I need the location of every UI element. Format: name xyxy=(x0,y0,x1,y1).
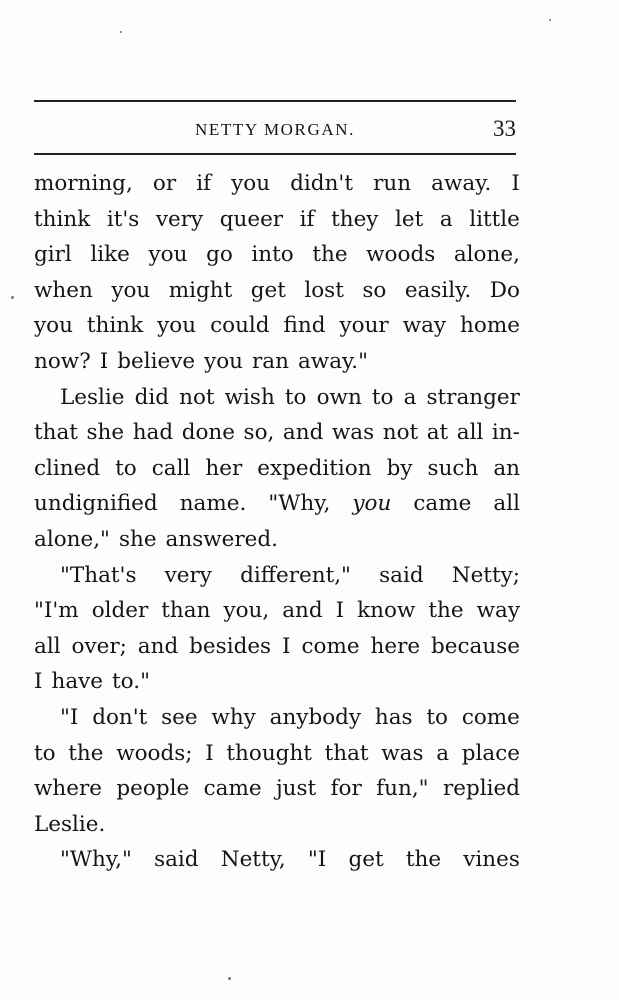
text-line xyxy=(34,664,520,700)
word: I xyxy=(511,171,520,196)
word: way xyxy=(402,313,447,339)
word: to xyxy=(371,384,394,410)
word: the xyxy=(428,598,464,624)
word: way xyxy=(476,598,520,624)
word: home xyxy=(460,313,520,339)
word: besides xyxy=(189,633,272,659)
word: have xyxy=(51,669,104,695)
page-number: 33 xyxy=(493,116,516,141)
running-head xyxy=(34,116,516,148)
word: you xyxy=(231,171,271,196)
word: call xyxy=(151,455,191,481)
word: don't xyxy=(92,704,148,730)
word: name. xyxy=(179,491,247,517)
word: where xyxy=(34,776,102,802)
word: her xyxy=(205,455,243,481)
word: vines xyxy=(463,847,520,873)
word: Netty, xyxy=(220,847,286,873)
word: queer xyxy=(219,206,284,232)
word: didn't xyxy=(290,171,353,196)
word: own xyxy=(316,384,362,410)
word: all xyxy=(493,491,520,517)
word: woods; xyxy=(116,740,193,766)
word: very xyxy=(164,562,212,588)
text-line xyxy=(34,558,520,594)
word: go xyxy=(206,242,233,268)
word: to xyxy=(426,704,448,730)
word: older xyxy=(91,598,149,624)
word: lost xyxy=(304,277,344,303)
word: you xyxy=(148,242,188,268)
word: all xyxy=(456,420,484,446)
text-line xyxy=(34,344,520,380)
text-line xyxy=(34,771,520,807)
word: clined xyxy=(34,455,101,481)
text-line xyxy=(34,202,520,238)
word: to xyxy=(284,384,307,410)
body-text xyxy=(34,166,520,878)
word: little xyxy=(469,206,520,232)
word: alone, xyxy=(453,242,520,268)
header-bottom-rule xyxy=(34,153,516,155)
paper-speck xyxy=(549,19,551,21)
word: for xyxy=(330,776,362,802)
word: think xyxy=(86,313,144,339)
word: said xyxy=(379,562,424,588)
word: girl xyxy=(34,242,72,268)
text-line xyxy=(34,237,520,273)
word: you xyxy=(111,277,151,303)
word: "Why," xyxy=(60,847,132,873)
word: said xyxy=(154,847,199,873)
word: a xyxy=(436,740,450,766)
word: such xyxy=(427,455,479,481)
text-line xyxy=(34,807,520,843)
word: was xyxy=(331,420,375,446)
word: not xyxy=(382,420,419,446)
paper-speck xyxy=(228,977,231,980)
word: here xyxy=(370,633,421,659)
text-line xyxy=(34,308,520,344)
word: I xyxy=(205,740,214,766)
word: believe xyxy=(117,348,196,374)
word: thought xyxy=(226,740,312,766)
word: see xyxy=(161,704,198,730)
word: anybody xyxy=(269,704,362,730)
word: know xyxy=(357,598,416,624)
word: very xyxy=(155,206,204,232)
word: come xyxy=(461,704,520,730)
word: if xyxy=(196,171,212,196)
word: by xyxy=(386,455,413,481)
word: I xyxy=(99,348,109,374)
word: it's xyxy=(106,206,140,232)
word: came xyxy=(203,776,262,802)
word: run xyxy=(373,171,412,196)
text-line xyxy=(34,415,520,451)
word: the xyxy=(68,740,104,766)
word: fun," xyxy=(376,776,429,802)
word: if xyxy=(299,206,315,232)
word: I xyxy=(282,633,291,659)
word: Leslie xyxy=(60,384,125,410)
word: I xyxy=(335,598,345,624)
word: away. xyxy=(431,171,492,196)
word: at xyxy=(426,420,449,446)
word: they xyxy=(331,206,379,232)
word: over; xyxy=(71,633,127,659)
word: let xyxy=(395,206,424,232)
word: think xyxy=(34,206,91,232)
text-line xyxy=(34,522,520,558)
word: "I'm xyxy=(34,598,79,624)
text-line xyxy=(34,700,520,736)
word: done xyxy=(181,420,235,446)
word: stranger xyxy=(426,384,520,410)
text-line xyxy=(34,451,520,487)
word: "I xyxy=(60,704,79,730)
word: an xyxy=(493,455,520,481)
word: "Why, xyxy=(268,491,331,517)
word: just xyxy=(275,776,317,802)
word: a xyxy=(439,206,453,232)
word: you xyxy=(157,313,197,339)
word: could xyxy=(210,313,270,339)
word: the xyxy=(312,242,348,268)
word: place xyxy=(461,740,520,766)
word: Leslie. xyxy=(34,811,106,837)
word: ran xyxy=(252,348,289,374)
word: Netty; xyxy=(451,562,520,588)
word: because xyxy=(431,633,520,659)
word: did xyxy=(134,384,170,410)
word: like xyxy=(90,242,130,268)
word: to xyxy=(34,740,56,766)
word: has xyxy=(374,704,413,730)
word: people xyxy=(116,776,190,802)
word: to." xyxy=(112,669,150,695)
word: you, xyxy=(223,598,270,624)
text-line xyxy=(34,629,520,665)
paper-speck xyxy=(120,31,122,33)
word: so, xyxy=(243,420,275,446)
word: "That's xyxy=(60,562,137,588)
word: came xyxy=(413,491,472,517)
word: and xyxy=(282,420,324,446)
header-top-rule xyxy=(34,100,516,102)
paper-speck xyxy=(11,296,14,299)
text-line xyxy=(34,166,520,202)
word: get xyxy=(348,847,384,873)
text-line xyxy=(34,486,520,522)
word: now? xyxy=(34,348,91,374)
word: and xyxy=(282,598,323,624)
word: had xyxy=(132,420,174,446)
word: find xyxy=(283,313,326,339)
word: when xyxy=(34,277,93,303)
word: Do xyxy=(489,277,520,303)
word: get xyxy=(250,277,286,303)
word: in- xyxy=(491,420,520,446)
word: replied xyxy=(442,776,520,802)
word: into xyxy=(251,242,294,268)
word: different," xyxy=(240,562,351,588)
word: wish xyxy=(224,384,275,410)
word: she xyxy=(118,526,157,552)
word: so xyxy=(362,277,387,303)
word: woods xyxy=(366,242,436,268)
word: all xyxy=(34,633,61,659)
running-title: NETTY MORGAN. xyxy=(195,120,355,139)
text-line xyxy=(34,842,520,878)
text-line xyxy=(34,593,520,629)
word: the xyxy=(405,847,442,873)
word: "I xyxy=(307,847,327,873)
word: you xyxy=(204,348,244,374)
word: undignified xyxy=(34,491,158,517)
word: easily. xyxy=(404,277,472,303)
text-line xyxy=(34,380,520,416)
word: that xyxy=(324,740,369,766)
word: morning, xyxy=(34,171,133,196)
word: come xyxy=(301,633,360,659)
word: I xyxy=(34,669,43,695)
word: you xyxy=(34,313,73,339)
word: or xyxy=(152,171,177,196)
word: your xyxy=(339,313,389,339)
word: that xyxy=(34,420,78,446)
word: a xyxy=(403,384,417,410)
word: alone," xyxy=(34,526,110,552)
word: answered. xyxy=(165,526,278,552)
text-line xyxy=(34,273,520,309)
word: expedition xyxy=(257,455,372,481)
word: to xyxy=(115,455,137,481)
word: you xyxy=(352,491,392,517)
word: might xyxy=(168,277,233,303)
word: why xyxy=(211,704,256,730)
word: than xyxy=(161,598,211,624)
word: not xyxy=(179,384,215,410)
word: and xyxy=(137,633,179,659)
word: she xyxy=(86,420,125,446)
word: was xyxy=(381,740,424,766)
word: away." xyxy=(297,348,369,374)
text-line xyxy=(34,736,520,772)
